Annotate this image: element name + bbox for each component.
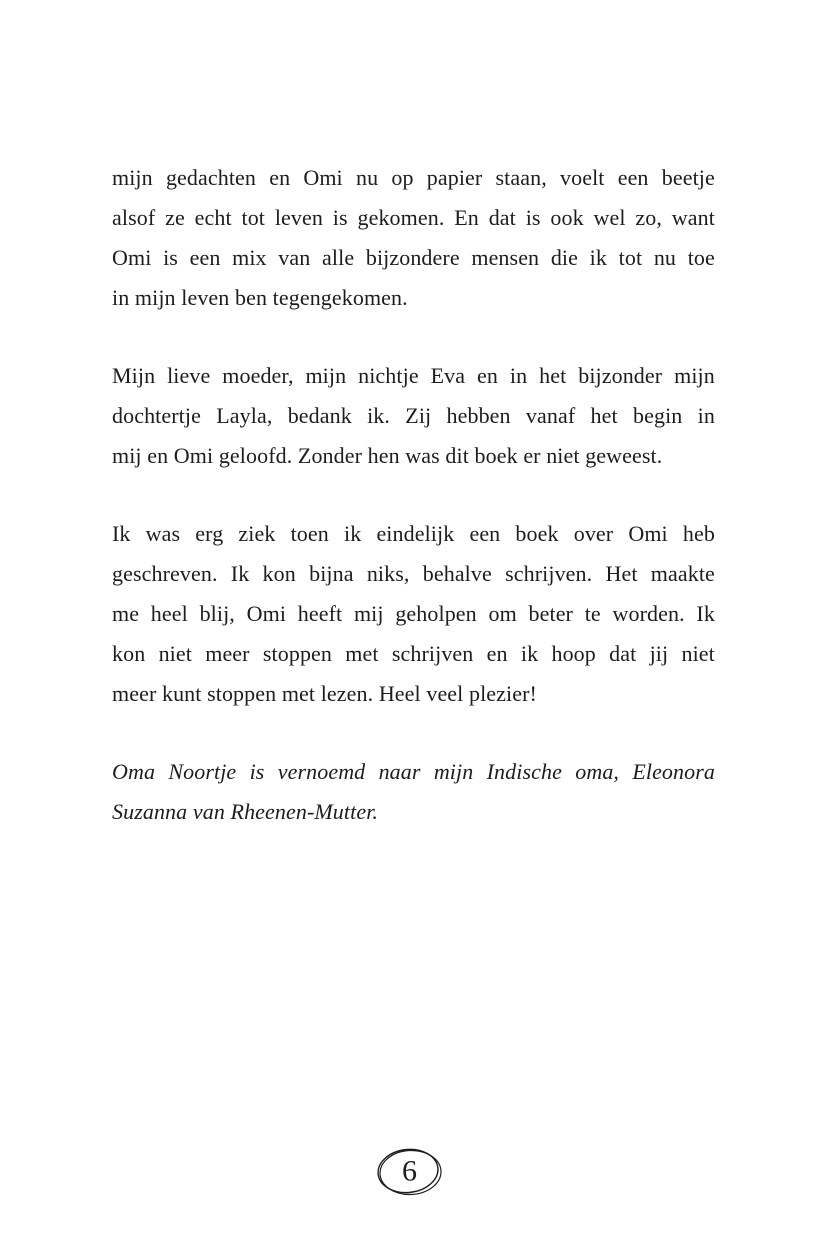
text-block <box>112 158 715 832</box>
text-line: me heel blij, Omi heeft mij geholpen om beter te worden. Ik <box>112 601 715 626</box>
text-line: Suzanna van Rheenen-Mutter. <box>112 799 379 824</box>
text-line: Omi is een mix van alle bijzondere mensen die ik tot nu toe <box>112 245 715 270</box>
paragraph <box>112 356 715 476</box>
text-line: kon niet meer stoppen met schrijven en ik hoop dat jij niet <box>112 641 715 666</box>
text-line: in mijn leven ben tegengekomen. <box>112 285 408 310</box>
text-line: alsof ze echt tot leven is gekomen. En dat is ook wel zo, want <box>112 205 715 230</box>
text-line: Oma Noortje is vernoemd naar mijn Indische oma, Eleonora <box>112 759 715 784</box>
text-line: geschreven. Ik kon bijna niks, behalve schrijven. Het maakte <box>112 561 715 586</box>
text-line: meer kunt stoppen met lezen. Heel veel plezier! <box>112 681 537 706</box>
paragraph <box>112 752 715 832</box>
paragraph <box>112 514 715 714</box>
page-number-badge <box>369 1142 451 1204</box>
text-line: dochtertje Layla, bedank ik. Zij hebben vanaf het begin in <box>112 403 715 428</box>
page-number: 6 <box>402 1154 418 1188</box>
text-line: mijn gedachten en Omi nu op papier staan, voelt een beetje <box>112 165 715 190</box>
text-line: Ik was erg ziek toen ik eindelijk een boek over Omi heb <box>112 521 715 546</box>
text-line: Mijn lieve moeder, mijn nichtje Eva en in het bijzonder mijn <box>112 363 715 388</box>
text-line: mij en Omi geloofd. Zonder hen was dit boek er niet geweest. <box>112 443 663 468</box>
paragraph <box>112 158 715 318</box>
